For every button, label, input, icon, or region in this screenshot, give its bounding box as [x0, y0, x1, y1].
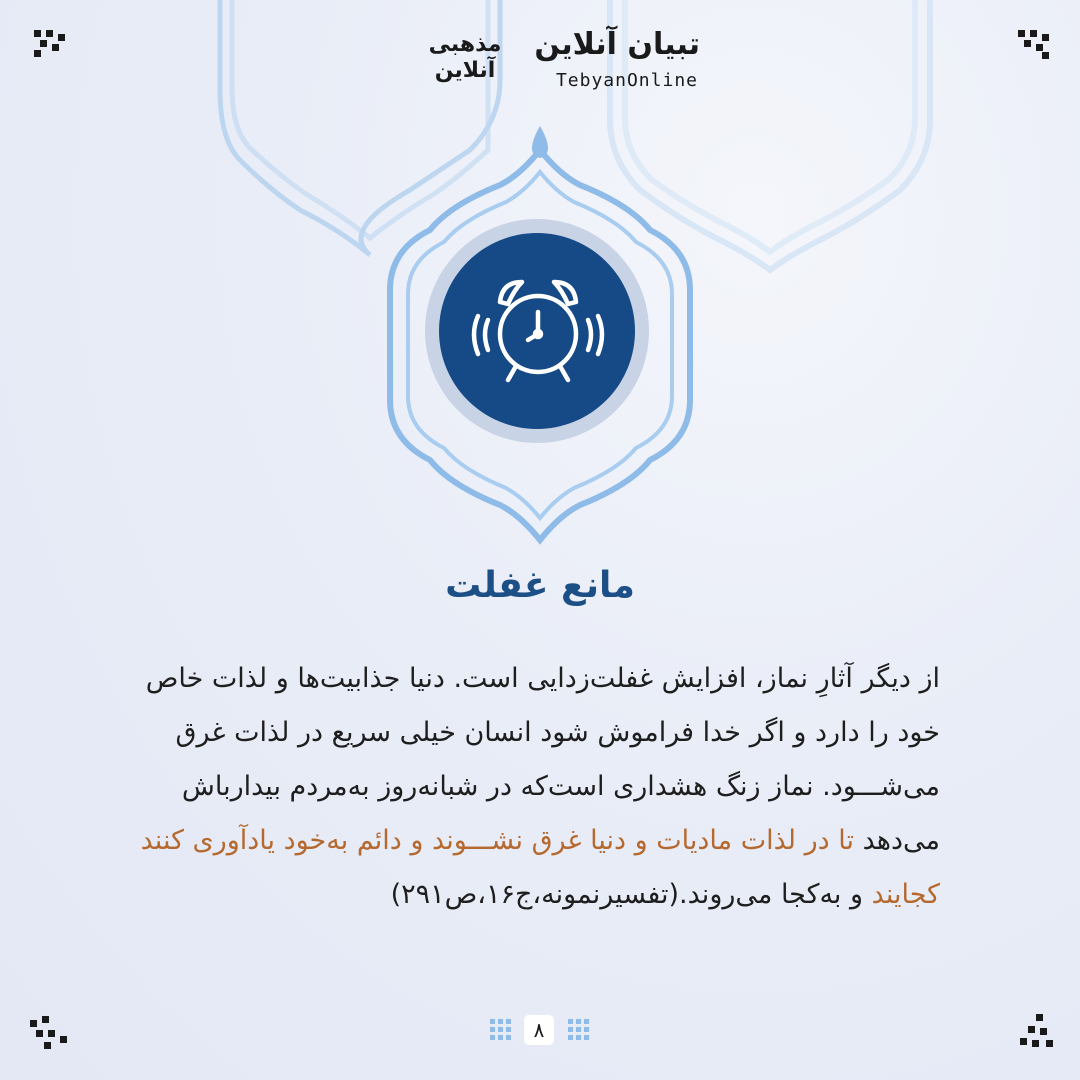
pager [0, 1015, 1080, 1045]
paragraph-part2: و به‌کجا می‌روند.(تفسیرنمونه،ج۱۶،ص۲۹۱) [390, 879, 864, 910]
body-paragraph [140, 652, 940, 922]
logo-side-line2: آنلاین [434, 58, 496, 83]
logo-side-line1: مذهبی [428, 32, 502, 57]
logo-english-text: TebyanOnline [555, 70, 698, 91]
logo-main-text: تبیان آنلاین [534, 27, 700, 62]
page-number: ۸ [524, 1015, 554, 1045]
brand-logo [420, 28, 700, 98]
paragraph-highlight: تا در لذات مادیات و دنیا غرق نشـــوند و دائم به‌خود یادآوری کنند کجایند [140, 825, 940, 910]
logo-side-text [420, 32, 510, 84]
page-title: مانع غفلت [445, 565, 635, 606]
paragraph-part1: از دیگر آثارِ نماز، افزایش غفلت‌زدایی است. دنیا جذابیت‌ها و لذات خاص خود را دارد و اگر خدا فراموش شود انسان خیلی سریع در لذات غرق می‌شـــود. نماز زنگ هشداری است‌که در شبانه‌روز به‌مردم بیدارباش می‌دهد [145, 663, 940, 856]
